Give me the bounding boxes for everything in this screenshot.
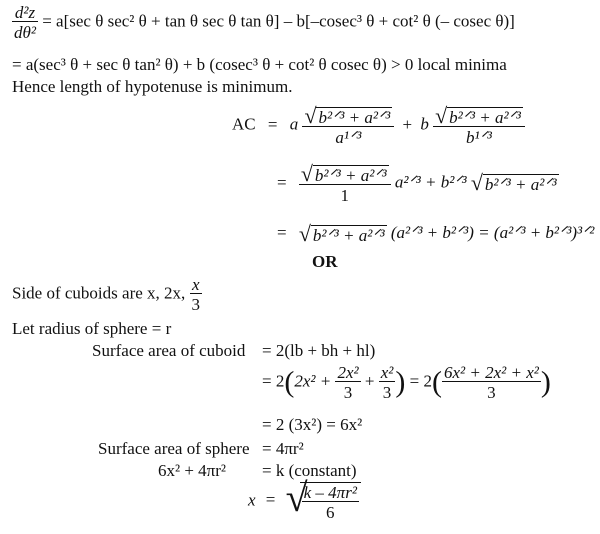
total-area-lhs: 6x² + 4πr²: [158, 461, 227, 480]
expanded-frac2-num: x²: [380, 363, 394, 382]
side-frac-den: 3: [191, 295, 201, 314]
x-solution-lhs: x: [248, 490, 256, 510]
ac-coef-a: a: [289, 114, 299, 134]
simplified-second-derivative: = a(sec³ θ + sec θ tan² θ) + b (cosec³ θ + cot² θ cosec θ) > 0 local minima: [12, 55, 507, 74]
expanded-frac2-den: 3: [379, 381, 396, 401]
sa-cuboid-expanded: = 2(2x² + $\frac{\text{2x²}}{3}$ + $\frac{\text{x²}}{3}$ ) = 2( $\frac{\text{6x² + 2x² + x²}}{3}$ ): [262, 363, 551, 402]
expanded-frac1-den: 3: [335, 381, 360, 401]
ac-line3-rad: b²ᐟ³ + a²ᐟ³: [312, 225, 385, 245]
derivative-lhs: [12, 4, 515, 41]
ac-rad-2: b²ᐟ³ + a²ᐟ³: [449, 107, 521, 127]
sa-sphere-expr: = 4πr²: [262, 439, 304, 458]
expanded-frac1-num: 2x²: [337, 363, 359, 382]
sa-cuboid-expr: = 2(lb + bh + hl): [262, 341, 376, 360]
side-frac-num: x: [192, 275, 200, 294]
ac-line3-rest: (a²ᐟ³ + b²ᐟ³) = (a²ᐟ³ + b²ᐟ³)³ᐟ²: [390, 223, 595, 242]
expanded-frac3-num: 6x² + 2x² + x²: [443, 363, 539, 382]
ac-line2-rad2: b²ᐟ³ + a²ᐟ³: [484, 175, 557, 195]
ac-line2-rad: b²ᐟ³ + a²ᐟ³: [314, 165, 387, 185]
sa-cuboid-label: Surface area of cuboid: [92, 341, 246, 360]
derivative-denominator: dθ²: [14, 23, 36, 42]
ac-line2-term: a²ᐟ³ + b²ᐟ³: [394, 172, 467, 192]
x-solution-den: 6: [302, 501, 359, 521]
ac-line-1: AC = a √ b²ᐟ³ + a²ᐟ³ a¹ᐟ³ + b √ b²ᐟ³ + a²ᐟ³ b¹ᐟ³: [232, 106, 525, 146]
expanded-two: = 2: [262, 371, 285, 391]
ac-line2-den: 1: [299, 184, 391, 204]
ac-line3-equals: =: [277, 223, 287, 242]
ac-den-a: a¹ᐟ³: [302, 126, 394, 146]
hypotenuse-conclusion: Hence length of hypotenuse is minimum.: [12, 77, 293, 96]
sa-sphere-label: Surface area of sphere: [98, 439, 250, 458]
x-solution-num: k – 4πr²: [303, 483, 357, 502]
ac-equals: =: [267, 114, 278, 134]
derivative-rhs-line: = a[sec θ sec² θ + tan θ sec θ tan θ] – b[–cosec³ θ + cot² θ (– cosec θ)]: [42, 11, 515, 31]
x-solution-equals: =: [265, 490, 276, 510]
derivative-numerator: d²z: [14, 3, 36, 22]
ac-label: AC: [232, 114, 256, 134]
sa-cuboid-simplified: = 2 (3x²) = 6x²: [262, 415, 363, 434]
cuboid-sides-text: Side of cuboids are x, 2x,: [12, 283, 186, 303]
total-area-rhs: = k (constant): [262, 461, 357, 480]
ac-rad-1: b²ᐟ³ + a²ᐟ³: [318, 107, 391, 127]
sphere-radius: Let radius of sphere = r: [12, 319, 172, 338]
expanded-eq2: = 2: [409, 371, 432, 391]
expanded-term1: 2x² +: [294, 371, 332, 391]
ac-coef-b: b: [420, 114, 429, 134]
ac-line2-equals: =: [277, 172, 287, 192]
ac-den-b: b¹ᐟ³: [433, 126, 525, 146]
expanded-frac3-den: 3: [442, 381, 541, 401]
ac-plus: +: [402, 114, 413, 134]
ac-line-3: = √ b²ᐟ³ + a²ᐟ³ (a²ᐟ³ + b²ᐟ³) = (a²ᐟ³ + b²ᐟ³)³ᐟ²: [277, 220, 595, 246]
or-separator: OR: [312, 252, 338, 271]
ac-line-2: = √ b²ᐟ³ + a²ᐟ³ 1 a²ᐟ³ + b²ᐟ³ √ b²ᐟ³ + a²ᐟ³: [277, 160, 557, 205]
cuboid-sides: [12, 276, 202, 313]
x-solution: x = √ $\frac{\text{k – 4πr²}}{6}$: [248, 482, 361, 521]
